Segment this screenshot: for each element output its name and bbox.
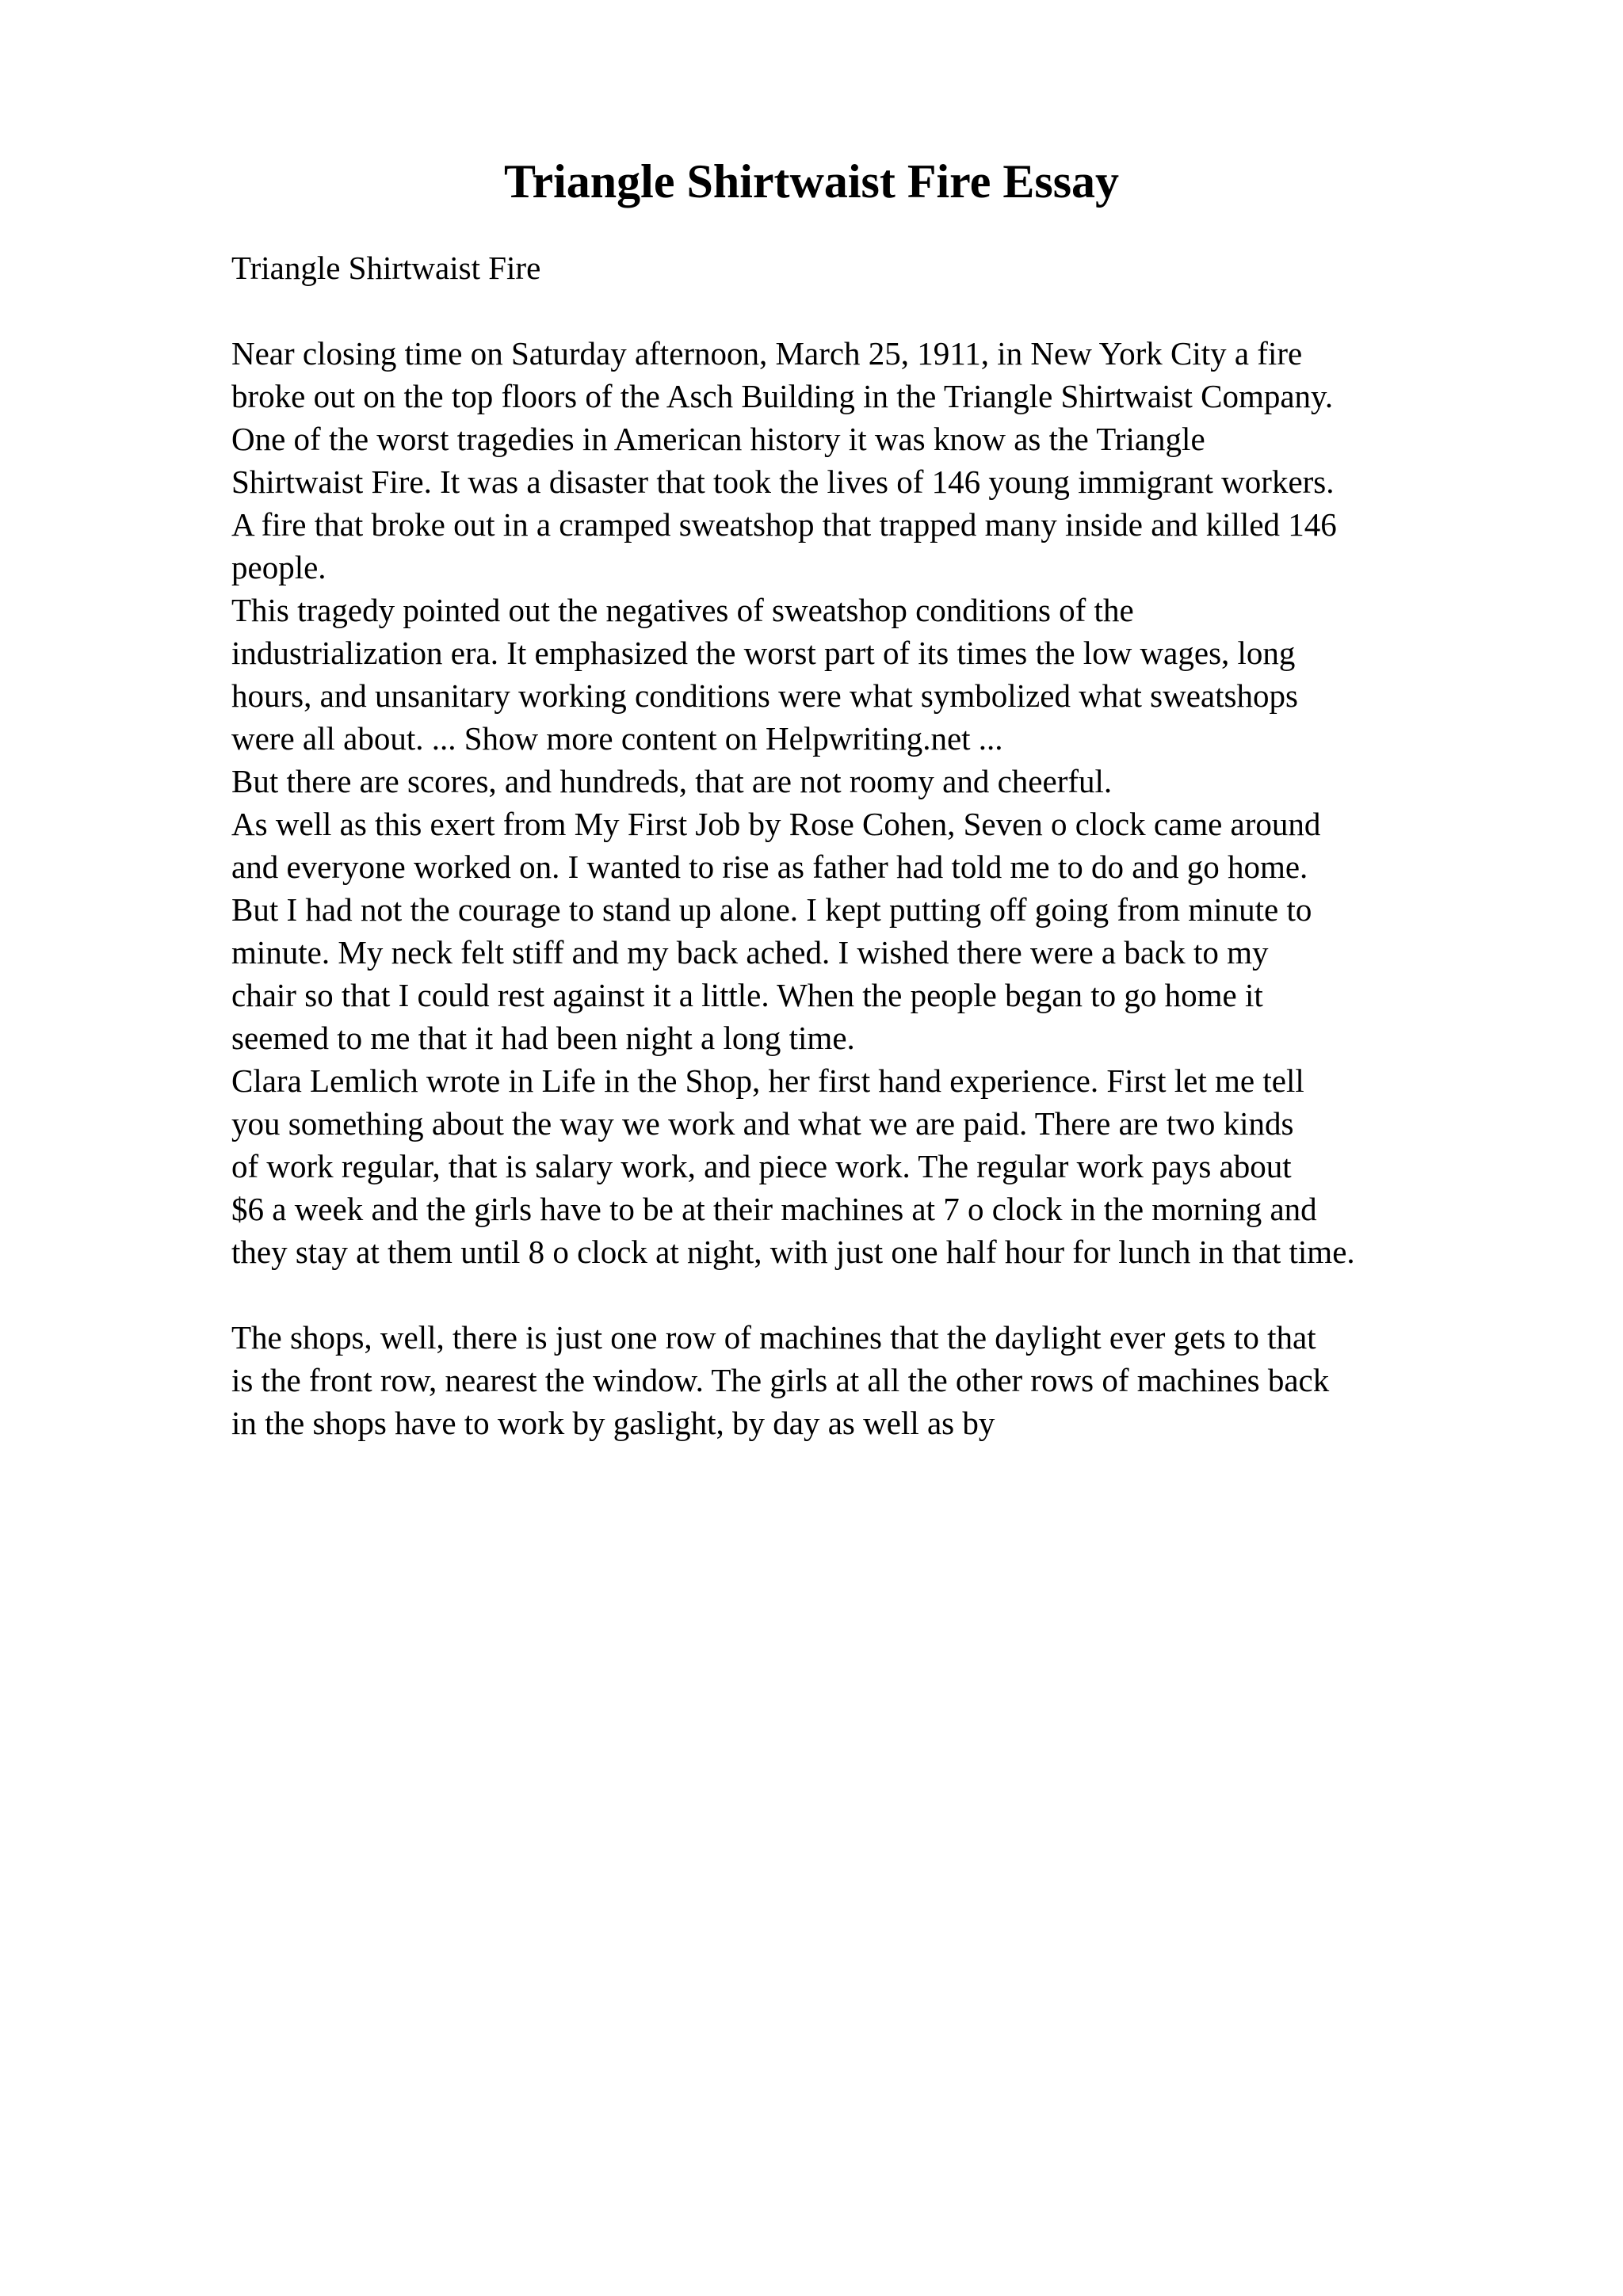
body-line: seemed to me that it had been night a long time.: [231, 1020, 855, 1056]
body-line: hours, and unsanitary working conditions were what symbolized what sweatshops: [231, 677, 1298, 714]
body-line: chair so that I could rest against it a little. When the people began to go home it: [231, 977, 1263, 1013]
body-line: industrialization era. It emphasized the worst part of its times the low wages, long: [231, 635, 1296, 671]
body-line: and everyone worked on. I wanted to rise as father had told me to do and go home.: [231, 849, 1308, 885]
body-line: The shops, well, there is just one row of machines that the daylight ever gets to that: [231, 1319, 1316, 1356]
body-line: Shirtwaist Fire. It was a disaster that took the lives of 146 young immigrant workers.: [231, 463, 1335, 500]
body-line: were all about. ... Show more content on Helpwriting.net ...: [231, 720, 1003, 757]
body-line: you something about the way we work and what we are paid. There are two kinds: [231, 1105, 1294, 1142]
body-line: As well as this exert from My First Job by Rose Cohen, Seven o clock came around: [231, 806, 1321, 842]
body-line: in the shops have to work by gaslight, by day as well as by: [231, 1405, 995, 1441]
body-line: is the front row, nearest the window. The girls at all the other rows of machines back: [231, 1362, 1330, 1398]
body-line: $6 a week and the girls have to be at their machines at 7 o clock in the morning and: [231, 1191, 1317, 1227]
body-line: This tragedy pointed out the negatives of sweatshop conditions of the: [231, 592, 1134, 628]
body-line: Near closing time on Saturday afternoon, March 25, 1911, in New York City a fire: [231, 335, 1303, 372]
body-line: minute. My neck felt stiff and my back ached. I wished there were a back to my: [231, 934, 1269, 971]
document-title: Triangle Shirtwaist Fire Essay: [503, 155, 1120, 208]
body-line: But I had not the courage to stand up alone. I kept putting off going from minute to: [231, 891, 1312, 928]
body-line: A fire that broke out in a cramped sweatshop that trapped many inside and killed 146: [231, 506, 1337, 543]
body-line: broke out on the top floors of the Asch Building in the Triangle Shirtwaist Company.: [231, 378, 1334, 414]
body-line: Clara Lemlich wrote in Life in the Shop, her first hand experience. First let me tell: [231, 1062, 1304, 1099]
body-line: One of the worst tragedies in American history it was know as the Triangle: [231, 421, 1205, 457]
body-line: people.: [231, 549, 327, 585]
body-line: But there are scores, and hundreds, that are not roomy and cheerful.: [231, 763, 1113, 799]
body-line: they stay at them until 8 o clock at night, with just one half hour for lunch in that time.: [231, 1234, 1355, 1270]
document-subtitle: Triangle Shirtwaist Fire: [231, 250, 541, 286]
body-line: of work regular, that is salary work, and piece work. The regular work pays about: [231, 1148, 1292, 1184]
